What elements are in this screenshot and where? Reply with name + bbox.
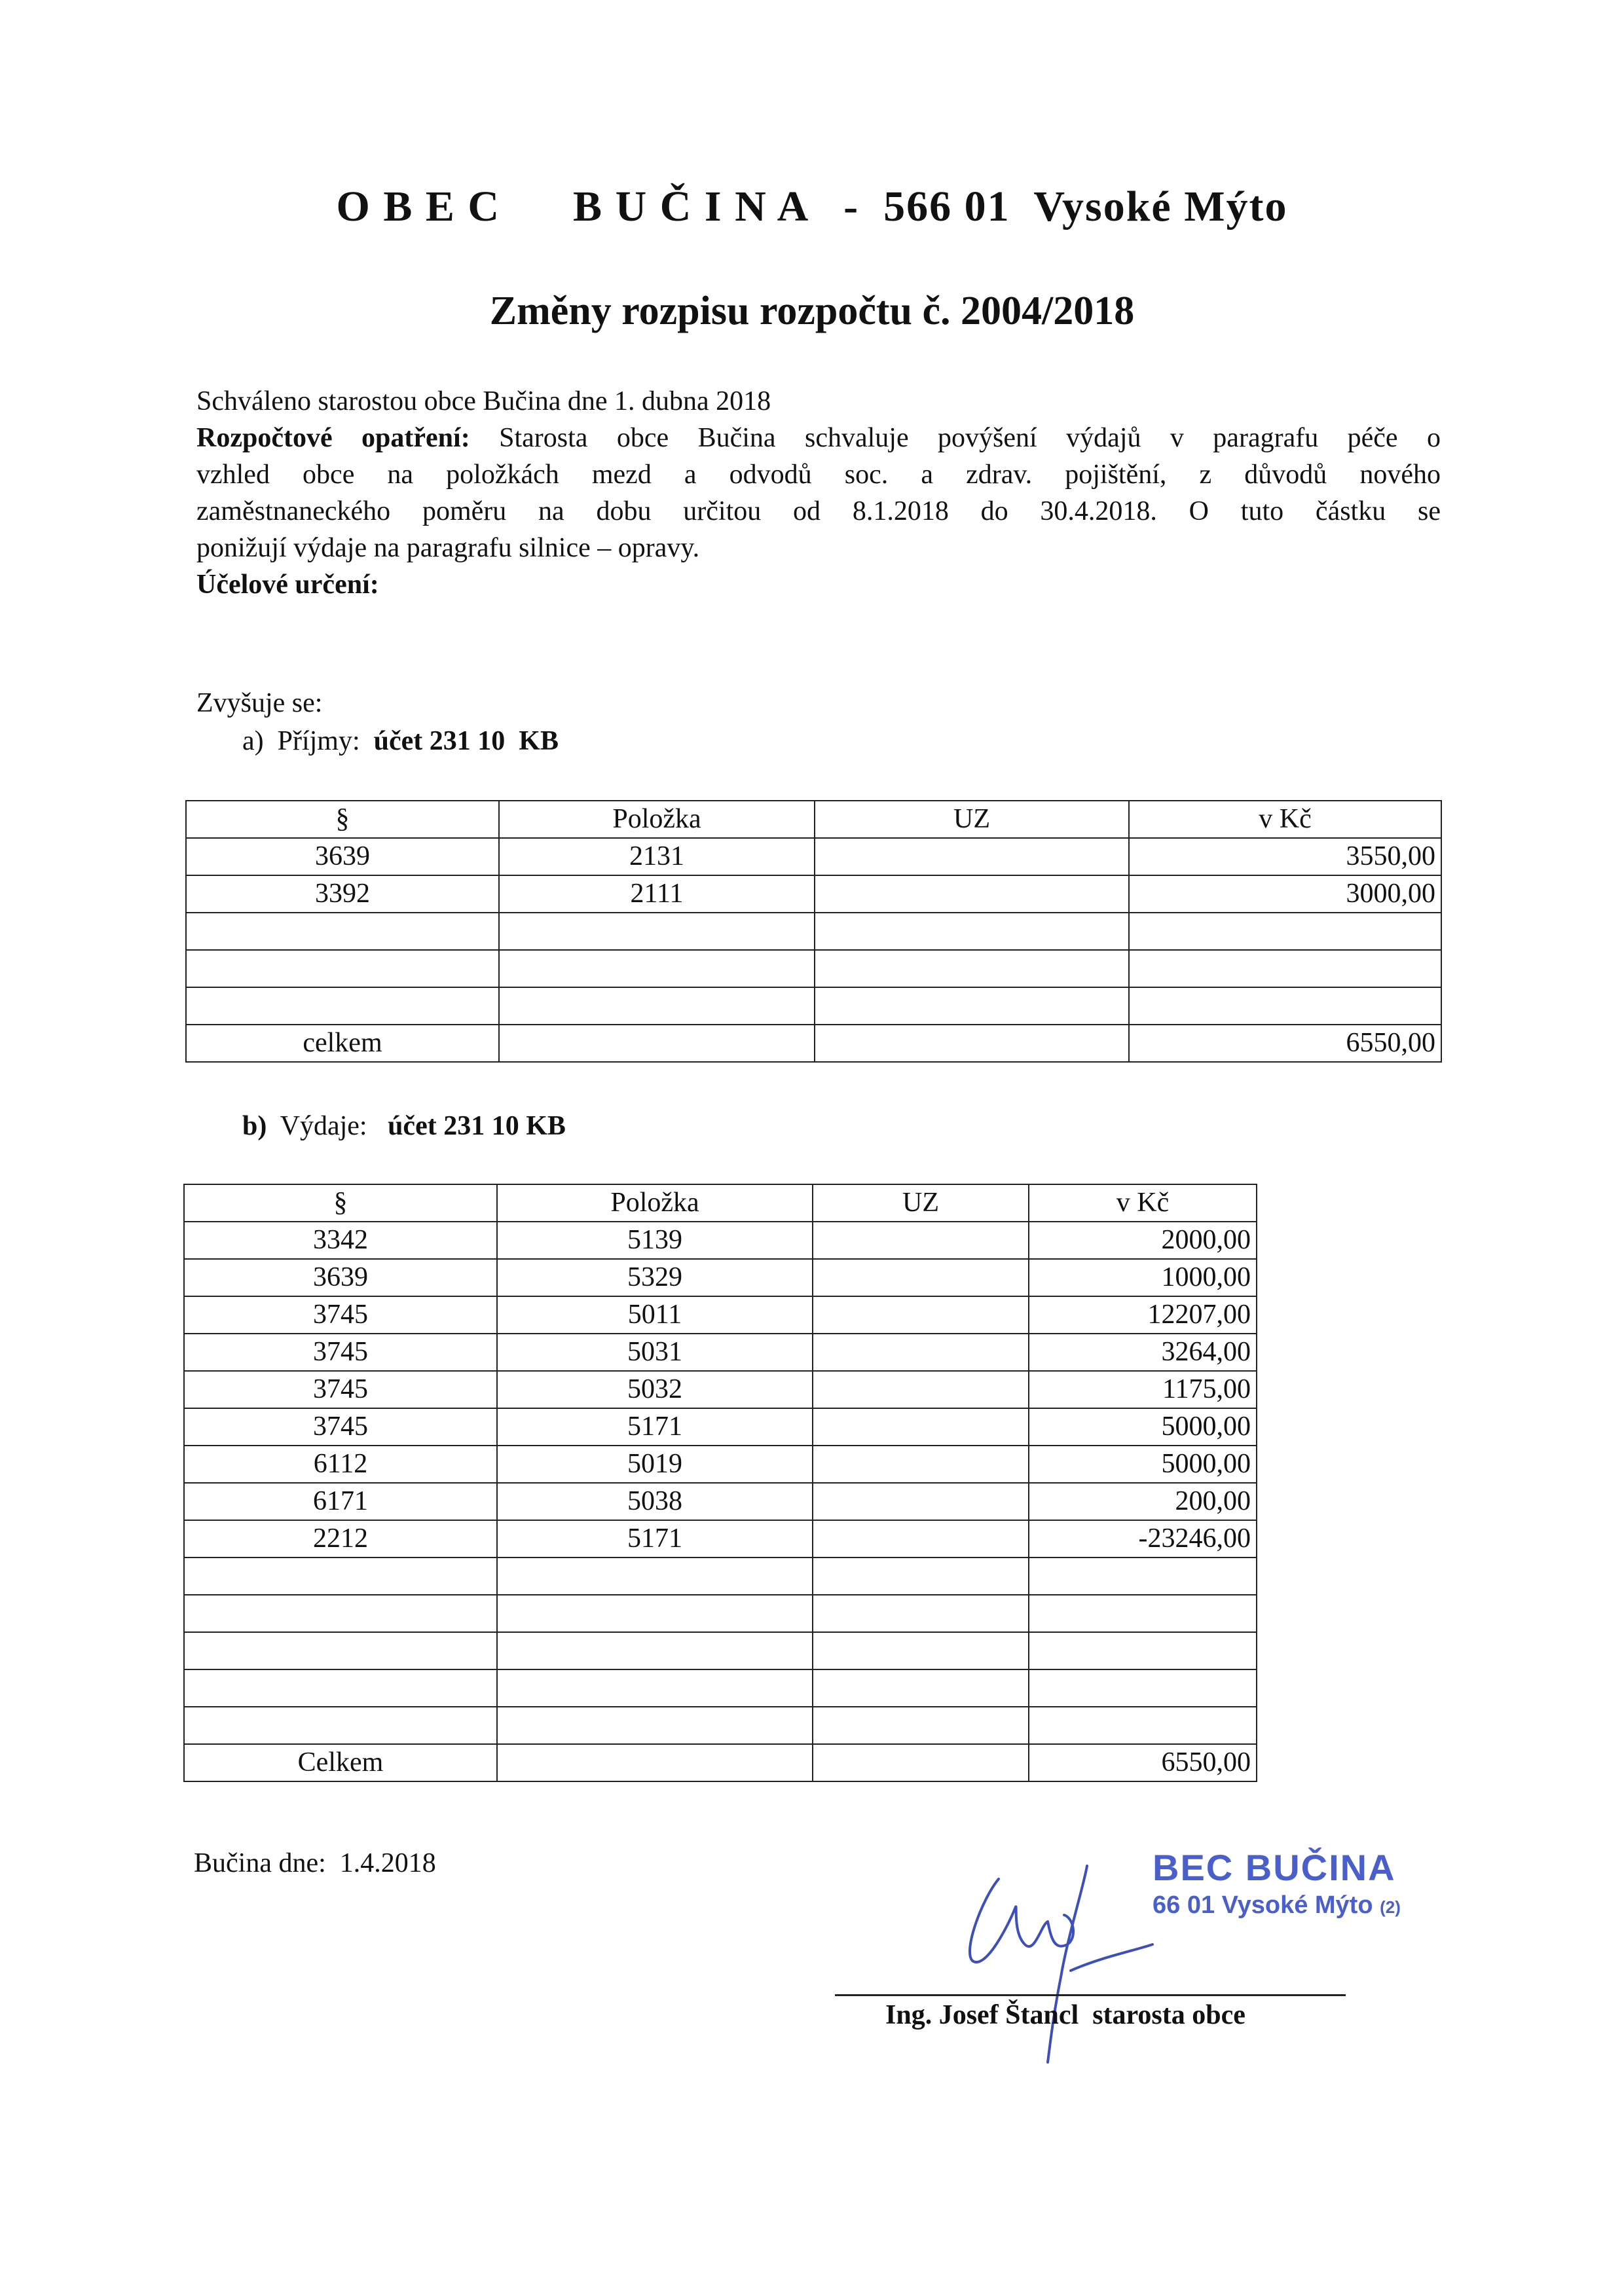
empty-cell xyxy=(497,1558,813,1595)
empty-cell xyxy=(184,1595,497,1632)
empty-cell xyxy=(1029,1595,1257,1632)
table-cell: 3342 xyxy=(184,1222,497,1259)
table-row xyxy=(184,1632,1257,1669)
empty-cell xyxy=(1129,950,1441,987)
document-subtitle: Změny rozpisu rozpočtu č. 2004/2018 xyxy=(489,289,1135,333)
table-cell: 5031 xyxy=(497,1334,813,1371)
empty-cell xyxy=(815,838,1129,875)
table-row xyxy=(184,1483,1257,1520)
measure-line-3: zaměstnaneckého poměru na dobu určitou od 8.1.2018 do 30.4.2018. O tuto částku se xyxy=(196,496,1441,526)
expense-heading xyxy=(242,1110,566,1142)
empty-cell xyxy=(815,913,1129,950)
table-cell: v Kč xyxy=(1029,1184,1257,1222)
empty-cell xyxy=(497,1707,813,1744)
empty-cell xyxy=(813,1669,1029,1707)
table-cell: 3392 xyxy=(186,875,499,913)
table-row xyxy=(184,1334,1257,1371)
empty-cell xyxy=(813,1744,1029,1781)
empty-cell xyxy=(184,1669,497,1707)
measure-line-1 xyxy=(196,420,1441,456)
table-row xyxy=(186,987,1441,1025)
table-cell: 1000,00 xyxy=(1029,1259,1257,1296)
table-cell: 2212 xyxy=(184,1520,497,1558)
table-cell: 6171 xyxy=(184,1483,497,1520)
empty-cell xyxy=(499,1025,815,1062)
table-cell: 3745 xyxy=(184,1408,497,1446)
table-row xyxy=(186,913,1441,950)
income-heading xyxy=(242,725,559,757)
purpose-label: Účelové určení: xyxy=(196,570,379,600)
measure-line-4: ponižují výdaje na paragrafu silnice – opravy. xyxy=(196,533,700,563)
increase-label: Zvyšuje se: xyxy=(196,688,323,718)
table-row xyxy=(184,1259,1257,1296)
empty-cell xyxy=(1029,1707,1257,1744)
empty-cell xyxy=(1129,987,1441,1025)
handwritten-signature xyxy=(936,1846,1172,2072)
empty-cell xyxy=(815,1025,1129,1062)
table-row xyxy=(184,1558,1257,1595)
table-row xyxy=(186,950,1441,987)
expense-account: účet 231 10 KB xyxy=(388,1111,566,1141)
empty-cell xyxy=(499,950,815,987)
table-row xyxy=(184,1296,1257,1334)
table-row xyxy=(184,1707,1257,1744)
signer-name: Ing. Josef Štancl starosta obce xyxy=(885,2000,1246,2030)
empty-cell xyxy=(184,1707,497,1744)
empty-cell xyxy=(813,1632,1029,1669)
table-cell: 5139 xyxy=(497,1222,813,1259)
empty-cell xyxy=(815,987,1129,1025)
empty-cell xyxy=(813,1520,1029,1558)
table-row xyxy=(184,1595,1257,1632)
table-row xyxy=(184,1371,1257,1408)
table-cell: 6112 xyxy=(184,1446,497,1483)
empty-cell xyxy=(813,1371,1029,1408)
empty-cell xyxy=(813,1446,1029,1483)
municipal-stamp xyxy=(1153,1846,1401,1920)
table-cell: Celkem xyxy=(184,1744,497,1781)
table-header-row xyxy=(184,1184,1257,1222)
table-row xyxy=(186,838,1441,875)
table-cell: -23246,00 xyxy=(1029,1520,1257,1558)
signature-line xyxy=(835,1994,1346,1996)
empty-cell xyxy=(813,1222,1029,1259)
expense-label: Výdaje: xyxy=(280,1111,367,1141)
empty-cell xyxy=(813,1296,1029,1334)
empty-cell xyxy=(1029,1669,1257,1707)
stamp-line-2 xyxy=(1153,1891,1401,1920)
table-cell: 3745 xyxy=(184,1296,497,1334)
income-table xyxy=(185,800,1442,1063)
stamp-address: 66 01 Vysoké Mýto xyxy=(1153,1891,1373,1919)
table-cell: 6550,00 xyxy=(1029,1744,1257,1781)
table-cell: 5011 xyxy=(497,1296,813,1334)
empty-cell xyxy=(186,913,499,950)
empty-cell xyxy=(815,875,1129,913)
measure-label: Rozpočtové opatření: xyxy=(196,423,470,453)
table-cell: UZ xyxy=(813,1184,1029,1222)
table-cell: 3639 xyxy=(186,838,499,875)
empty-cell xyxy=(499,987,815,1025)
table-cell: 5171 xyxy=(497,1520,813,1558)
expense-table xyxy=(183,1184,1257,1782)
empty-cell xyxy=(497,1669,813,1707)
date-line: Bučina dne: 1.4.2018 xyxy=(194,1848,436,1878)
table-cell: v Kč xyxy=(1129,801,1441,838)
table-cell: 200,00 xyxy=(1029,1483,1257,1520)
table-cell: § xyxy=(184,1184,497,1222)
empty-cell xyxy=(813,1259,1029,1296)
table-row xyxy=(184,1520,1257,1558)
table-cell: 3264,00 xyxy=(1029,1334,1257,1371)
table-cell: 5000,00 xyxy=(1029,1446,1257,1483)
signature-icon xyxy=(936,1846,1172,2069)
table-cell: 5000,00 xyxy=(1029,1408,1257,1446)
approval-line: Schváleno starostou obce Bučina dne 1. dubna 2018 xyxy=(196,386,771,416)
table-cell: 12207,00 xyxy=(1029,1296,1257,1334)
empty-cell xyxy=(497,1595,813,1632)
empty-cell xyxy=(186,987,499,1025)
income-account: účet 231 10 KB xyxy=(373,726,559,756)
empty-cell xyxy=(813,1408,1029,1446)
table-row xyxy=(184,1446,1257,1483)
empty-cell xyxy=(1129,913,1441,950)
table-total-row xyxy=(184,1744,1257,1781)
intro-paragraph xyxy=(196,383,1441,603)
table-cell: § xyxy=(186,801,499,838)
table-cell: 2111 xyxy=(499,875,815,913)
empty-cell xyxy=(813,1483,1029,1520)
table-cell: 5038 xyxy=(497,1483,813,1520)
table-cell: 1175,00 xyxy=(1029,1371,1257,1408)
table-cell: 3550,00 xyxy=(1129,838,1441,875)
table-cell: 3745 xyxy=(184,1334,497,1371)
table-cell: 5032 xyxy=(497,1371,813,1408)
table-cell: 2131 xyxy=(499,838,815,875)
empty-cell xyxy=(813,1707,1029,1744)
table-cell: 3000,00 xyxy=(1129,875,1441,913)
table-cell: Položka xyxy=(499,801,815,838)
table-cell: 2000,00 xyxy=(1029,1222,1257,1259)
expense-prefix: b) xyxy=(242,1111,267,1141)
table-cell: UZ xyxy=(815,801,1129,838)
empty-cell xyxy=(813,1595,1029,1632)
empty-cell xyxy=(813,1334,1029,1371)
table-row xyxy=(184,1222,1257,1259)
table-cell: 5171 xyxy=(497,1408,813,1446)
empty-cell xyxy=(184,1558,497,1595)
empty-cell xyxy=(813,1558,1029,1595)
table-cell: 5329 xyxy=(497,1259,813,1296)
table-cell: 6550,00 xyxy=(1129,1025,1441,1062)
stamp-line-1: BEC BUČINA xyxy=(1153,1847,1396,1888)
empty-cell xyxy=(499,913,815,950)
empty-cell xyxy=(815,950,1129,987)
table-header-row xyxy=(186,801,1441,838)
document-title: O B E C B U Č I N A - 566 01 Vysoké Mýto xyxy=(336,183,1288,230)
table-row xyxy=(184,1408,1257,1446)
income-prefix: a) Příjmy: xyxy=(242,726,360,756)
table-cell: 3745 xyxy=(184,1371,497,1408)
measure-line-2: vzhled obce na položkách mezd a odvodů soc. a zdrav. pojištění, z důvodů nového xyxy=(196,460,1441,490)
empty-cell xyxy=(184,1632,497,1669)
empty-cell xyxy=(186,950,499,987)
table-cell: 5019 xyxy=(497,1446,813,1483)
table-total-row xyxy=(186,1025,1441,1062)
stamp-mark: (2) xyxy=(1380,1897,1401,1917)
table-cell: 3639 xyxy=(184,1259,497,1296)
empty-cell xyxy=(1029,1558,1257,1595)
empty-cell xyxy=(497,1744,813,1781)
table-cell: Položka xyxy=(497,1184,813,1222)
empty-cell xyxy=(497,1632,813,1669)
measure-text-1: Starosta obce Bučina schvaluje povýšení výdajů v paragrafu péče o xyxy=(499,423,1441,453)
empty-cell xyxy=(1029,1632,1257,1669)
table-cell: celkem xyxy=(186,1025,499,1062)
table-row xyxy=(184,1669,1257,1707)
table-row xyxy=(186,875,1441,913)
